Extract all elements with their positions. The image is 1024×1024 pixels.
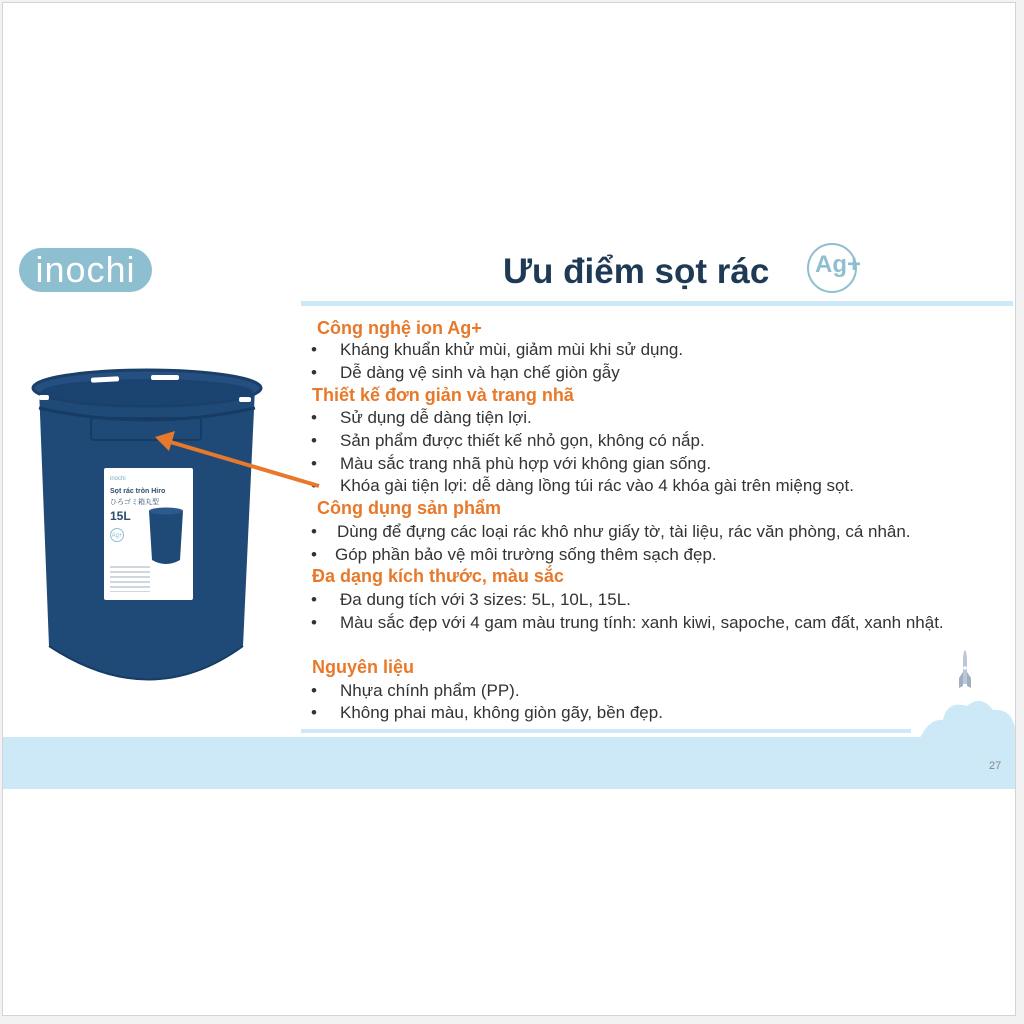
section-heading: Đa dạng kích thước, màu sắc — [312, 566, 564, 586]
arrow-icon — [153, 423, 323, 493]
page-number: 27 — [989, 760, 1002, 772]
label-fine-print — [110, 566, 150, 592]
label-ag-icon: Ag+ — [110, 528, 124, 542]
bullet-icon: • — [311, 454, 317, 473]
list-item-text: Sản phẩm được thiết kế nhỏ gọn, không có nắp. — [340, 431, 705, 450]
bullet-icon: • — [311, 363, 317, 382]
bullet-icon: • — [311, 703, 317, 722]
list-item-text: Đa dung tích với 3 sizes: 5L, 10L, 15L. — [340, 590, 631, 609]
title-underline — [301, 301, 1013, 306]
ag-plus-badge-icon — [807, 243, 862, 293]
list-item-text: Nhựa chính phẩm (PP). — [340, 681, 520, 700]
bullet-icon: • — [311, 681, 317, 700]
list-item-text: Màu sắc trang nhã phù hợp với không gian sống. — [340, 454, 712, 473]
bullet-icon: • — [311, 590, 317, 609]
label-brand: inochi — [110, 476, 126, 482]
bullet-icon: • — [311, 613, 317, 632]
bullet-icon: • — [311, 408, 317, 427]
bullet-icon: • — [311, 431, 317, 450]
mini-bin-icon — [146, 506, 186, 566]
list-item-text: Khóa gài tiện lợi: dễ dàng lồng túi rác vào 4 khóa gài trên miệng sọt. — [340, 476, 854, 495]
label-product-name: Sọt rác tròn Hiro — [110, 488, 166, 495]
slide — [3, 238, 1016, 798]
list-item-text: Dễ dàng vệ sinh và hạn chế giòn gẫy — [340, 363, 620, 382]
list-item-text: Sử dụng dễ dàng tiện lợi. — [340, 408, 532, 427]
list-item-text: Màu sắc đẹp với 4 gam màu trung tính: xanh kiwi, sapoche, cam đất, xanh nhật. — [340, 613, 944, 632]
list-item-text: Kháng khuẩn khử mùi, giảm mùi khi sử dụng. — [340, 340, 684, 359]
bullet-icon: • — [311, 340, 317, 359]
bullet-icon: • — [311, 522, 317, 541]
section-heading: Nguyên liệu — [312, 657, 415, 677]
rocket-icon — [919, 648, 1016, 740]
brand-logo: inochi — [19, 248, 152, 292]
bottom-band — [3, 737, 1016, 789]
product-bin-image — [31, 368, 271, 704]
label-size: 15L — [110, 509, 131, 523]
bullet-icon: • — [311, 545, 317, 564]
section-heading: Thiết kế đơn giản và trang nhã — [312, 385, 574, 405]
slide-title: Ưu điểm sọt rác — [503, 252, 770, 291]
section-heading: Công dụng sản phẩm — [317, 498, 501, 518]
list-item-text: Dùng để đựng các loại rác khô như giấy tờ, tài liệu, rác văn phòng, cá nhân. — [337, 522, 911, 541]
page-frame — [2, 2, 1016, 1016]
section-heading: Công nghệ ion Ag+ — [317, 318, 482, 338]
list-item-text: Góp phần bảo vệ môi trường sống thêm sạch đẹp. — [335, 545, 717, 564]
ag-badge-text: Ag+ — [815, 251, 862, 278]
label-product-name-jp: ひろゴミ箱丸型 — [110, 499, 159, 506]
list-item-text: Không phai màu, không giòn gãy, bền đẹp. — [340, 703, 663, 722]
content-bottom-line — [301, 729, 911, 733]
